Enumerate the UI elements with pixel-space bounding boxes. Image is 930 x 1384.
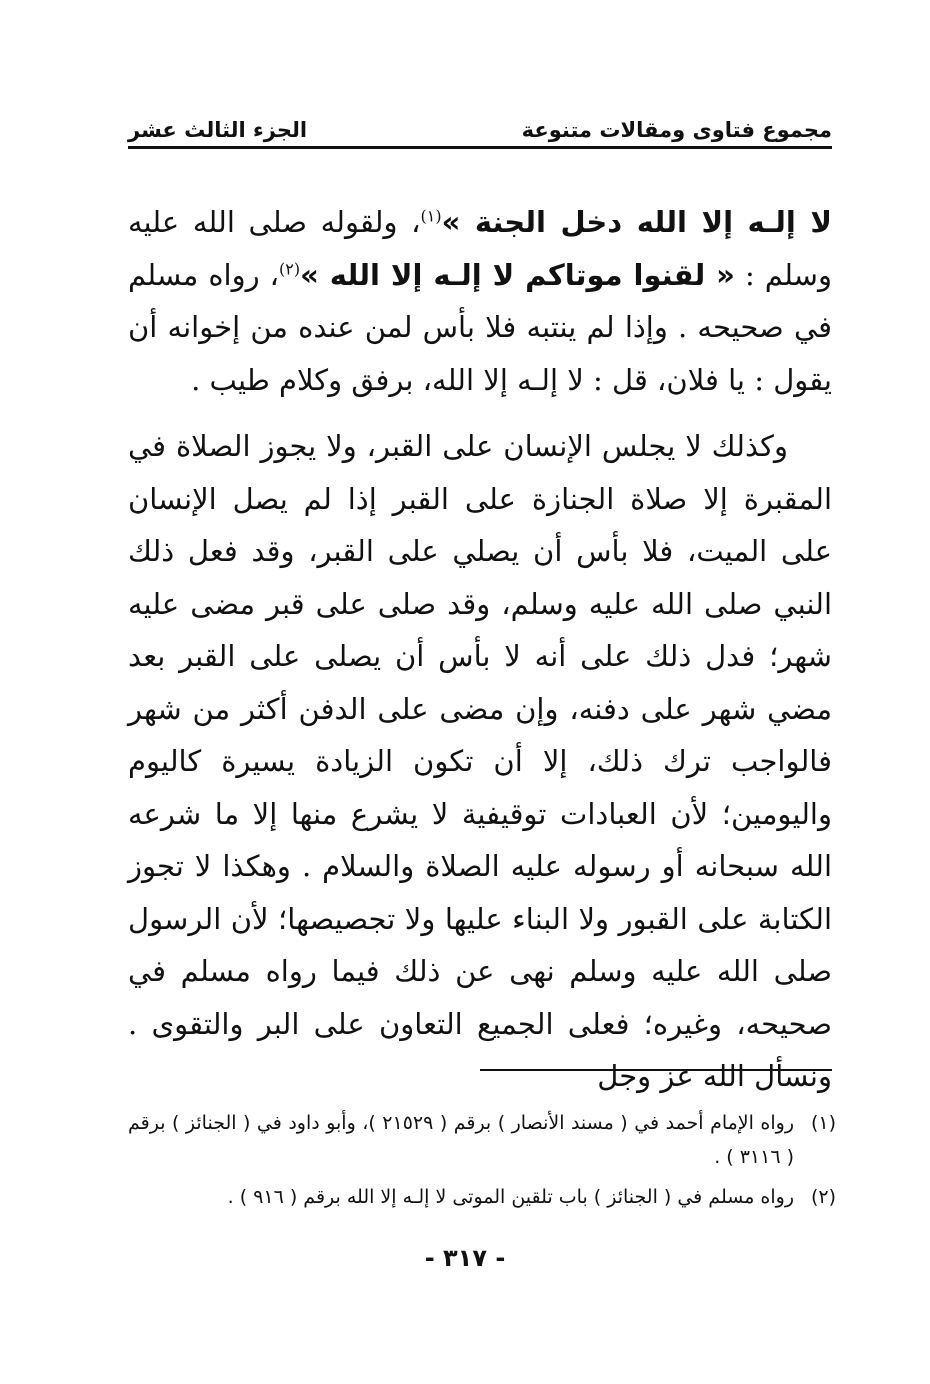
footnote-2 <box>128 1180 836 1214</box>
book-title: مجموع فتاوى ومقالات متنوعة <box>521 118 832 142</box>
footnote-1 <box>128 1106 836 1174</box>
footnote-text: رواه مسلم في ( الجنائز ) باب تلقين الموتى لا إلـه إلا الله برقم ( ٩١٦ ) . <box>227 1186 794 1208</box>
footnote-separator <box>480 1069 832 1071</box>
paragraph-1 <box>128 196 832 406</box>
paragraph-1-text-b: ، رواه مسلم في صحيحه . وإذا لم ينتبه فلا بأس لمن عنده من إخوانه أن يقول : يا فلان، قل : لا إلـه إلا الله، برفق وكلام طيب . <box>128 257 832 397</box>
main-text <box>128 196 832 1103</box>
footnote-ref-1: (١) <box>420 206 442 226</box>
hadith-quote-1: لا إلـه إلا الله دخل الجنة » <box>441 205 832 239</box>
footnotes <box>128 1106 836 1220</box>
hadith-quote-2: « لقنوا موتاكم لا إلـه إلا الله » <box>300 257 735 292</box>
footnote-text: رواه الإمام أحمد في ( مسند الأنصار ) برقم ( ٢١٥٢٩ )، وأبو داود في ( الجنائز ) برقم ( ٣١١٦ ) . <box>128 1112 794 1168</box>
footnote-number: (١) <box>810 1112 836 1134</box>
volume-label: الجزء الثالث عشر <box>128 118 308 142</box>
paragraph-1-text-a: ، ولقوله صلى الله عليه وسلم : <box>128 205 832 292</box>
running-header <box>128 112 832 148</box>
footnote-number: (٢) <box>810 1186 836 1208</box>
page-number: - ٣١٧ - <box>424 1244 506 1272</box>
paragraph-2: وكذلك لا يجلس الإنسان على القبر، ولا يجوز الصلاة في المقبرة إلا صلاة الجنازة على القبر إذا لم يصل الإنسان على الميت، فلا بأس أن يصلي على القبر، وقد فعل ذلك النبي صلى الله عليه وسلم، وقد صلى على قبر مضى عليه شهر؛ فدل ذلك على أنه لا بأس أن يصلى على القبر بعد مضي شهر على دفنه، وإن مضى على الدفن أكثر من شهر فالواجب ترك ذلك، إلا أن تكون الزيادة يسيرة كاليوم واليومين؛ لأن العبادات توقيفية لا يشرع منها إلا ما شرعه الله سبحانه أو رسوله عليه الصلاة والسلام . وهكذا لا تجوز الكتابة على القبور ولا البناء عليها ولا تجصيصها؛ لأن الرسول صلى الله عليه وسلم نهى عن ذلك فيما رواه مسلم في صحيحه، وغيره؛ فعلى الجميع التعاون على البر والتقوى . ونسأل الله عز وجل <box>128 429 832 1093</box>
header-rule <box>128 146 832 149</box>
footnote-ref-2: (٢) <box>279 258 301 278</box>
